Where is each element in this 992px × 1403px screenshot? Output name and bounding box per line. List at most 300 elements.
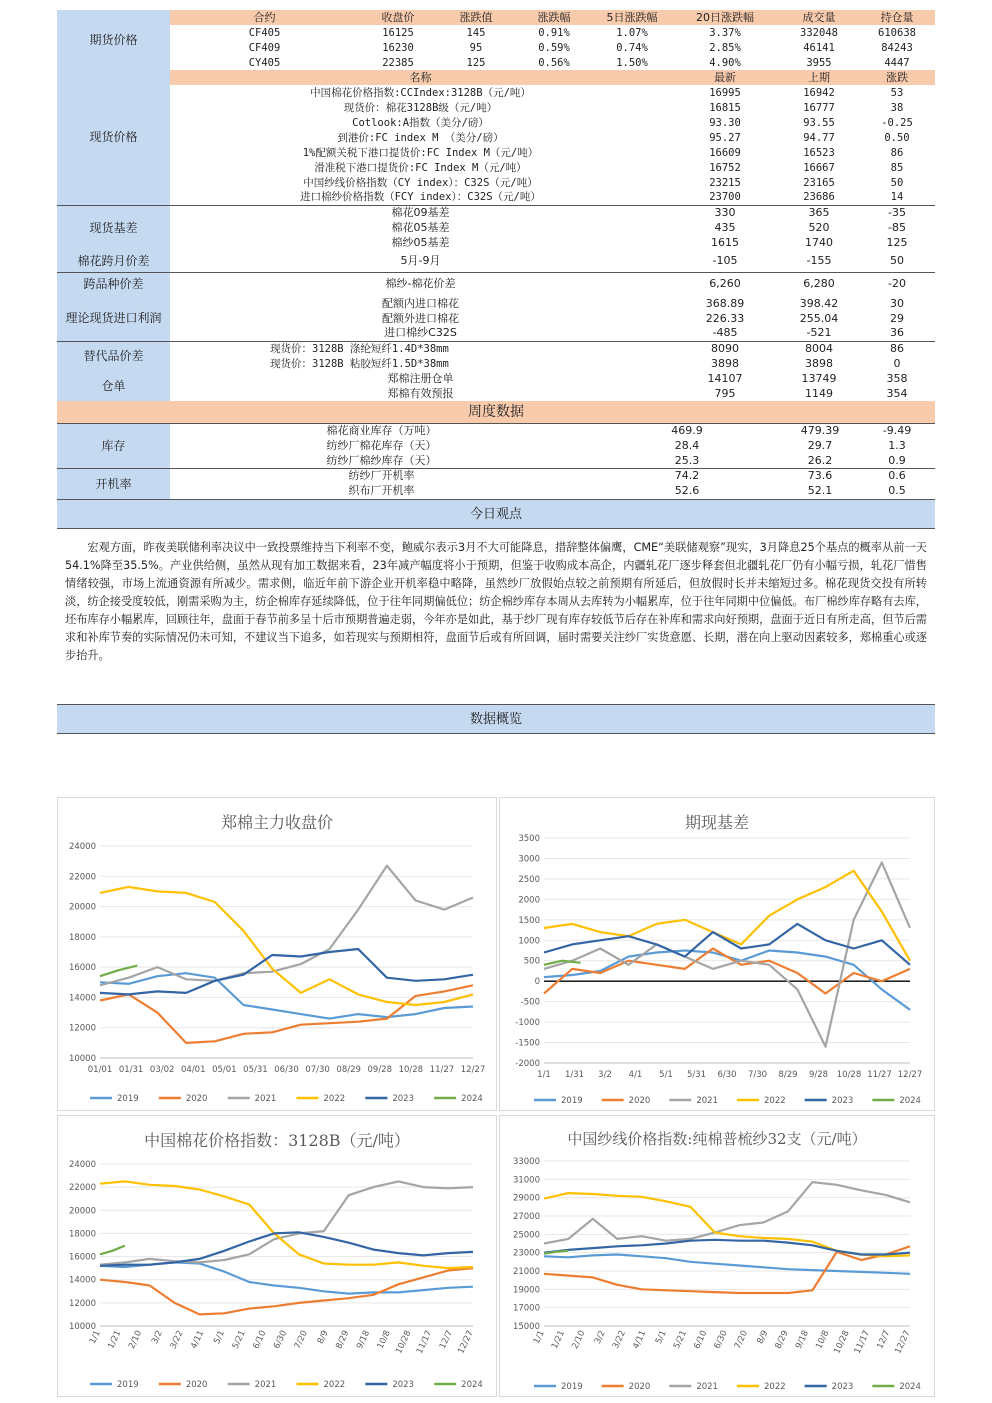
chart-title: 郑棉主力收盘价 (220, 813, 333, 832)
x-tick-label: 9/18 (354, 1329, 373, 1351)
y-tick-label: -1500 (515, 1038, 540, 1049)
category-label: 跨品种价差 (57, 272, 170, 296)
x-tick-label: 4/11 (189, 1329, 207, 1351)
legend-label: 2024 (899, 1382, 921, 1392)
x-tick-label: 1/1 (537, 1070, 551, 1080)
table-cell: 95.27 (709, 131, 741, 144)
table-cell: 435 (714, 220, 736, 234)
x-tick-label: 10/28 (832, 1329, 852, 1356)
table-cell: 84243 (881, 41, 913, 54)
legend-label: 2021 (696, 1382, 718, 1392)
x-tick-label: 1/1 (531, 1329, 547, 1346)
table-cell: 0.6 (859, 469, 935, 484)
overview-header: 数据概览 (57, 704, 935, 734)
table-cell: 中国棉花价格指数:CCIndex:3128B（元/吨） (310, 86, 531, 99)
x-tick-label: 5/31 (686, 1070, 707, 1080)
legend-label: 2019 (117, 1380, 139, 1390)
table-cell: 95 (469, 41, 483, 54)
table-cell: 1615 (711, 235, 739, 249)
table-cell: 52.1 (807, 484, 833, 497)
table-cell: 85 (890, 161, 904, 174)
cotton-index-chart (58, 1116, 498, 1398)
x-tick-label: 09/28 (367, 1065, 392, 1075)
x-tick-label: 12/27 (456, 1329, 476, 1356)
table-cell: 16523 (803, 146, 835, 159)
legend-label: 2024 (461, 1094, 483, 1104)
legend-label: 2023 (392, 1094, 414, 1104)
category-label: 棉花跨月价差 (57, 250, 170, 272)
table-cell: CF405 (248, 26, 281, 39)
y-tick-label: 1500 (518, 915, 540, 926)
x-tick-label: 3/22 (610, 1329, 629, 1351)
opinion-text: 宏观方面，昨夜美联储利率决议中一致投票维持当下利率不变，鲍威尔表示3月不大可能降息，措辞整体偏鹰，CME“美联储观察”现实，3月降息25个基点的概率从前一天54.1%降至35.5%。产业供给侧，虽然从现有加工数据来看，23年减产幅度将小于预期，但鉴于收购成本高企，内疆轧花厂逐步释套但北疆轧花厂仍有小幅亏损，轧花厂惜售情绪较强，市场上流通资源有所减少。需求侧，临近年前下游企业开机率稳中略降，虽然纱厂放假始点较之前预期有所延后，但放假时长并未缩短过多。棉花现货交投有所转淡，纺企接受度较低，刚需采购为主，纺企棉库存延续降低，位于往年同期偏低位；纺企棉纱库存本周从去库转为小幅累库，位于往年同期中位偏低。布厂棉纱库存略有去库，坯布库存小幅累库，回顾往年，盘面于春节前多呈十后市预期普遍走弱，今年亦是如此，基于纱厂现有库存较低节后存在补库和需求向好预期，盘面于近日有所走高，但节后需求和补库节奏的实际情况仍未可知，不建议当下追多，如若现实与预期相符，盘面节后或有所回调，届时需要关注纱厂实货意愿、长期，潜在向上驱动因素较多，郑棉重心或逐步抬升。 (65, 540, 927, 662)
y-tick-label: 19000 (512, 1285, 540, 1296)
x-tick-label: 4/1 (628, 1070, 643, 1080)
table-cell: -155 (806, 253, 832, 267)
table-cell: 2.85% (709, 41, 741, 54)
table-cell: 16667 (803, 161, 835, 174)
table-cell: 125 (466, 56, 486, 69)
column-header: 5日涨跌幅 (593, 10, 671, 25)
y-tick-label: 10000 (68, 1322, 96, 1332)
table-cell: 纺纱厂棉纱库存（天） (326, 453, 437, 467)
table-cell: 现货价：3128B 涤纶短纤1.4D*38mm (170, 341, 671, 356)
legend-label: 2023 (392, 1380, 414, 1390)
y-tick-label: 20000 (68, 902, 96, 913)
table-cell: 1149 (805, 386, 833, 400)
y-tick-label: 14000 (68, 1275, 96, 1286)
price-table (57, 10, 935, 401)
weekly-table (57, 423, 935, 499)
series-line-2022 (100, 887, 473, 1005)
legend-label: 2023 (831, 1096, 854, 1106)
legend-label: 2019 (117, 1094, 139, 1104)
table-cell: 0.59% (538, 41, 570, 54)
y-tick-label: 31000 (512, 1175, 540, 1186)
table-cell: 795 (714, 386, 736, 400)
weekly-header: 周度数据 (57, 401, 935, 423)
chart-title: 中国纱线价格指数:纯棉普梳纱32支（元/吨） (567, 1130, 867, 1148)
table-row (57, 145, 935, 160)
table-cell: 520 (808, 220, 830, 234)
x-tick-label: 10/28 (398, 1065, 424, 1075)
x-tick-label: 8/29 (334, 1329, 352, 1351)
table-cell: 16230 (382, 41, 414, 54)
table-cell: 53 (890, 86, 904, 99)
table-cell: 6,260 (671, 272, 779, 296)
table-cell: 330 (671, 205, 779, 220)
y-tick-label: 1000 (518, 936, 540, 947)
table-cell: 16942 (803, 86, 835, 99)
y-tick-label: -2000 (515, 1059, 540, 1069)
table-cell: 22385 (382, 56, 414, 69)
table-cell: 93.30 (709, 116, 741, 129)
x-tick-label: 7/20 (292, 1329, 310, 1351)
table-cell: 354 (886, 386, 908, 400)
y-tick-label: 500 (523, 956, 540, 967)
table-cell: 14 (890, 191, 904, 204)
legend-label: 2022 (323, 1380, 346, 1390)
category-label: 理论现货进口利润 (57, 296, 170, 341)
table-cell: 进口棉纱C32S (384, 326, 457, 340)
table-row (57, 424, 935, 439)
legend-label: 2019 (561, 1382, 583, 1392)
y-tick-label: 12000 (68, 1298, 96, 1309)
table-cell: CF409 (248, 41, 281, 54)
table-row (57, 40, 935, 55)
table-cell: CY405 (248, 56, 281, 69)
table-row (57, 326, 935, 341)
x-tick-label: 6/30 (272, 1329, 290, 1351)
column-header: 成交量 (779, 10, 859, 25)
table-row (57, 205, 935, 220)
y-tick-label: 27000 (512, 1212, 540, 1222)
column-header: 20日涨跌幅 (671, 10, 779, 25)
column-header: 涨跌幅 (515, 10, 593, 25)
legend-label: 2021 (254, 1380, 277, 1390)
table-cell: 255.04 (799, 311, 839, 325)
x-tick-label: 10/8 (814, 1329, 832, 1351)
legend-label: 2022 (764, 1096, 786, 1106)
x-tick-label: 3/2 (592, 1329, 608, 1346)
x-tick-label: 5/21 (230, 1329, 248, 1351)
series-line-2023 (100, 949, 473, 994)
y-tick-label: 22000 (68, 1183, 96, 1194)
y-tick-label: 0 (534, 977, 540, 988)
x-tick-label: 07/30 (305, 1065, 330, 1075)
chart-panel-cotton-index (57, 1115, 497, 1397)
table-cell: 1%配额关税下港口提货价:FC Index M（元/吨） (302, 146, 539, 159)
table-cell: 73.6 (781, 469, 859, 484)
x-tick-label: 1/21 (549, 1329, 568, 1351)
table-row (57, 296, 935, 311)
table-cell: -85 (888, 220, 906, 234)
category-label: 替代品价差 (57, 341, 170, 371)
x-tick-label: 1/1 (87, 1329, 103, 1346)
table-cell: 6,280 (779, 272, 859, 296)
charts-grid (57, 797, 935, 1397)
column-header: 收盘价 (359, 10, 437, 25)
table-row (57, 130, 935, 145)
table-cell: 29 (890, 311, 904, 325)
y-tick-label: 3000 (518, 854, 540, 865)
y-tick-label: 14000 (68, 993, 96, 1004)
x-tick-label: 3/2 (598, 1070, 612, 1080)
series-line-2019 (544, 951, 910, 1010)
table-cell: 3898 (711, 356, 739, 370)
x-tick-label: 6/30 (712, 1329, 730, 1351)
x-tick-label: 01/01 (87, 1065, 113, 1075)
legend-label: 2020 (628, 1096, 651, 1106)
x-tick-label: 4/11 (631, 1329, 649, 1351)
y-tick-label: 33000 (512, 1157, 540, 1167)
table-cell: 365 (779, 205, 859, 220)
x-tick-label: 03/02 (149, 1065, 175, 1075)
table-cell: 棉纱05基差 (391, 235, 450, 249)
table-cell: 进口棉纱价格指数（FCY index）：C32S（元/吨） (300, 191, 541, 204)
x-tick-label: 04/01 (181, 1065, 206, 1075)
column-header: 最新 (671, 70, 779, 85)
table-cell: 5月-9月 (400, 253, 441, 267)
x-tick-label: 5/1 (659, 1070, 673, 1080)
table-row (57, 55, 935, 70)
table-cell: 纺纱厂棉花库存（天） (326, 439, 437, 452)
column-header: 名称 (170, 70, 671, 85)
table-cell: 现货价：棉花3128B级（元/吨） (343, 101, 498, 114)
table-cell: 30 (890, 296, 904, 310)
legend-label: 2021 (254, 1094, 277, 1104)
table-cell: -105 (712, 253, 738, 267)
futures-close-chart (58, 798, 498, 1112)
x-tick-label: 6/10 (692, 1329, 710, 1351)
table-cell: 棉花05基差 (391, 220, 450, 234)
x-tick-label: 06/30 (274, 1065, 299, 1075)
x-tick-label: 12/27 (893, 1329, 913, 1356)
table-cell: 23700 (709, 191, 741, 204)
y-tick-label: 12000 (68, 1023, 96, 1034)
table-cell: 16995 (709, 86, 741, 99)
y-tick-label: -500 (520, 997, 540, 1008)
table-row (57, 454, 935, 469)
table-cell: 23215 (709, 176, 741, 189)
table-row (57, 220, 935, 235)
table-cell: 1.3 (888, 439, 906, 452)
x-tick-label: 5/21 (671, 1329, 690, 1351)
table-cell: 到港价:FC index M （美分/磅） (337, 131, 504, 144)
table-row (57, 85, 935, 100)
table-row (57, 10, 935, 25)
table-cell: 29.7 (807, 439, 833, 452)
table-cell: 86 (890, 146, 904, 159)
legend-label: 2022 (323, 1094, 346, 1104)
y-tick-label: 22000 (68, 872, 96, 883)
x-tick-label: 10/28 (394, 1329, 414, 1356)
table-row (57, 469, 935, 484)
table-row (57, 250, 935, 272)
report-sheet (57, 10, 935, 734)
table-cell: 0.9 (888, 453, 906, 467)
y-tick-label: 23000 (512, 1248, 540, 1259)
table-cell: 3.37% (709, 26, 741, 39)
chart-panel-yarn-index (499, 1115, 935, 1397)
table-cell: 1.50% (616, 56, 648, 69)
y-tick-label: -1000 (515, 1018, 540, 1029)
x-tick-label: 7/20 (732, 1329, 751, 1351)
table-cell: 8004 (779, 341, 859, 356)
table-cell: 4.90% (709, 56, 741, 69)
x-tick-label: 8/9 (315, 1329, 331, 1346)
y-tick-label: 21000 (512, 1267, 540, 1277)
table-cell: -35 (859, 205, 935, 220)
table-cell: 469.9 (593, 424, 781, 439)
table-cell: 8090 (671, 341, 779, 356)
x-tick-label: 8/9 (755, 1329, 771, 1346)
x-tick-label: 10/28 (836, 1070, 862, 1080)
category-label: 现货价格 (57, 70, 170, 205)
x-tick-label: 9/28 (808, 1070, 829, 1080)
table-cell: 50 (890, 253, 904, 267)
y-tick-label: 25000 (512, 1230, 540, 1241)
table-row (57, 175, 935, 190)
table-row (57, 272, 935, 296)
table-cell: 16777 (803, 101, 835, 114)
x-tick-label: 3/2 (150, 1329, 165, 1346)
table-cell: 郑棉注册仓单 (387, 371, 454, 385)
x-tick-label: 3/22 (168, 1329, 186, 1351)
table-cell: 226.33 (705, 311, 745, 325)
x-tick-label: 05/01 (212, 1065, 237, 1075)
column-header: 涨跌值 (437, 10, 515, 25)
table-cell: 滑准税下港口提货价:FC Index M（元/吨） (314, 161, 527, 174)
table-row (57, 311, 935, 326)
legend-label: 2023 (831, 1382, 854, 1392)
legend-label: 2019 (561, 1096, 583, 1106)
table-cell: 46141 (803, 41, 835, 54)
legend-label: 2021 (696, 1096, 718, 1106)
table-cell: 332048 (800, 26, 838, 39)
table-row (57, 25, 935, 40)
x-tick-label: 2/10 (570, 1329, 588, 1351)
table-cell: 纺纱厂开机率 (170, 469, 593, 484)
y-tick-label: 10000 (68, 1054, 96, 1064)
x-tick-label: 10/8 (375, 1329, 393, 1351)
table-row (57, 100, 935, 115)
chart-title: 中国棉花价格指数：3128B（元/吨） (144, 1131, 410, 1150)
table-cell: 16125 (382, 26, 414, 39)
x-tick-label: 11/17 (414, 1329, 435, 1356)
table-cell: -20 (859, 272, 935, 296)
table-cell: 368.89 (705, 296, 745, 310)
table-cell: 479.39 (781, 424, 859, 439)
y-tick-label: 29000 (512, 1193, 540, 1204)
table-cell: 现货价：3128B 粘胶短纤1.5D*38mm (270, 357, 449, 370)
x-tick-label: 5/1 (212, 1329, 228, 1346)
table-cell: 36 (890, 326, 904, 340)
x-tick-label: 6/10 (251, 1329, 269, 1351)
series-line-2023 (544, 924, 910, 965)
x-tick-label: 1/31 (564, 1070, 585, 1080)
table-cell: 23686 (803, 191, 835, 204)
table-cell: 棉纱-棉花价差 (170, 272, 671, 296)
table-cell: 3898 (805, 356, 833, 370)
table-cell: 0.50 (884, 131, 910, 144)
y-tick-label: 24000 (68, 1160, 96, 1170)
chart-title: 期现基差 (684, 813, 749, 832)
table-row (57, 341, 935, 356)
y-tick-label: 18000 (68, 932, 96, 943)
table-cell: 86 (859, 341, 935, 356)
category-label: 库存 (57, 424, 170, 469)
x-tick-label: 11/17 (852, 1329, 873, 1356)
opinion-header: 今日观点 (57, 499, 935, 529)
y-tick-label: 24000 (68, 842, 96, 852)
table-cell: 棉花09基差 (170, 205, 671, 220)
table-row (57, 70, 935, 85)
y-tick-label: 16000 (68, 963, 96, 974)
x-tick-label: 05/31 (243, 1065, 268, 1075)
x-tick-label: 5/1 (653, 1329, 669, 1346)
table-cell: Cotlook:A指数（美分/磅） (352, 116, 489, 129)
legend-label: 2020 (185, 1380, 208, 1390)
basis-chart (500, 798, 936, 1112)
table-row (57, 115, 935, 130)
table-cell: 0.74% (616, 41, 648, 54)
column-header: 上期 (779, 70, 859, 85)
category-label: 开机率 (57, 469, 170, 499)
x-tick-label: 12/7 (437, 1329, 455, 1351)
y-tick-label: 2000 (518, 895, 540, 906)
table-cell: 125 (886, 235, 908, 249)
table-cell: -9.49 (859, 424, 935, 439)
column-header: 合约 (170, 10, 359, 25)
y-tick-label: 3500 (518, 834, 540, 844)
table-cell: 0.56% (538, 56, 570, 69)
table-cell: 郑棉有效预报 (387, 386, 454, 400)
x-tick-label: 1/21 (106, 1329, 124, 1351)
column-header: 持仓量 (859, 10, 935, 25)
table-cell: 4447 (884, 56, 910, 69)
legend-label: 2022 (764, 1382, 786, 1392)
table-cell: 358 (886, 371, 908, 385)
table-row (57, 386, 935, 401)
table-cell: 50 (890, 176, 904, 189)
table-cell: 0.5 (888, 484, 906, 497)
table-cell: -485 (712, 326, 738, 340)
x-tick-label: 12/7 (875, 1329, 893, 1351)
table-cell: 94.77 (803, 131, 835, 144)
table-cell: 1.07% (616, 26, 648, 39)
y-tick-label: 2500 (518, 874, 540, 885)
yarn-index-chart (500, 1116, 936, 1398)
x-tick-label: 01/31 (118, 1065, 144, 1075)
chart-panel-basis (499, 797, 935, 1111)
y-tick-label: 17000 (512, 1303, 540, 1314)
table-cell: 16752 (709, 161, 741, 174)
table-cell: 23165 (803, 176, 835, 189)
table-cell: 38 (890, 101, 904, 114)
y-tick-label: 18000 (68, 1229, 96, 1240)
y-tick-label: 20000 (68, 1206, 96, 1217)
table-row (57, 371, 935, 386)
table-cell: 中国纱线价格指数（CY index）：C32S（元/吨） (303, 176, 538, 189)
x-tick-label: 8/29 (778, 1070, 798, 1080)
table-cell: 16815 (709, 101, 741, 114)
table-cell: 13749 (801, 371, 837, 385)
table-cell: 配额外进口棉花 (382, 311, 459, 325)
table-cell: 145 (466, 26, 486, 39)
x-tick-label: 11/27 (867, 1070, 892, 1080)
table-row (57, 235, 935, 250)
table-cell: 16609 (709, 146, 741, 159)
table-cell: 0 (893, 356, 901, 370)
y-tick-label: 16000 (68, 1252, 96, 1263)
x-tick-label: 12/27 (897, 1070, 923, 1080)
legend-label: 2024 (461, 1380, 483, 1390)
table-cell: 93.55 (803, 116, 835, 129)
x-tick-label: 12/27 (460, 1065, 486, 1075)
table-cell: -0.25 (881, 116, 913, 129)
table-cell: 74.2 (593, 469, 781, 484)
table-cell: 398.42 (799, 296, 839, 310)
table-cell: 14107 (707, 371, 743, 385)
chart-panel-main-futures (57, 797, 497, 1111)
x-tick-label: 08/29 (336, 1065, 361, 1075)
x-tick-label: 8/29 (773, 1329, 791, 1351)
table-cell: 3955 (806, 56, 832, 69)
table-cell: 织布厂开机率 (348, 484, 415, 497)
table-cell: 25.3 (674, 453, 700, 467)
table-cell: 棉花商业库存（万吨） (170, 424, 593, 439)
